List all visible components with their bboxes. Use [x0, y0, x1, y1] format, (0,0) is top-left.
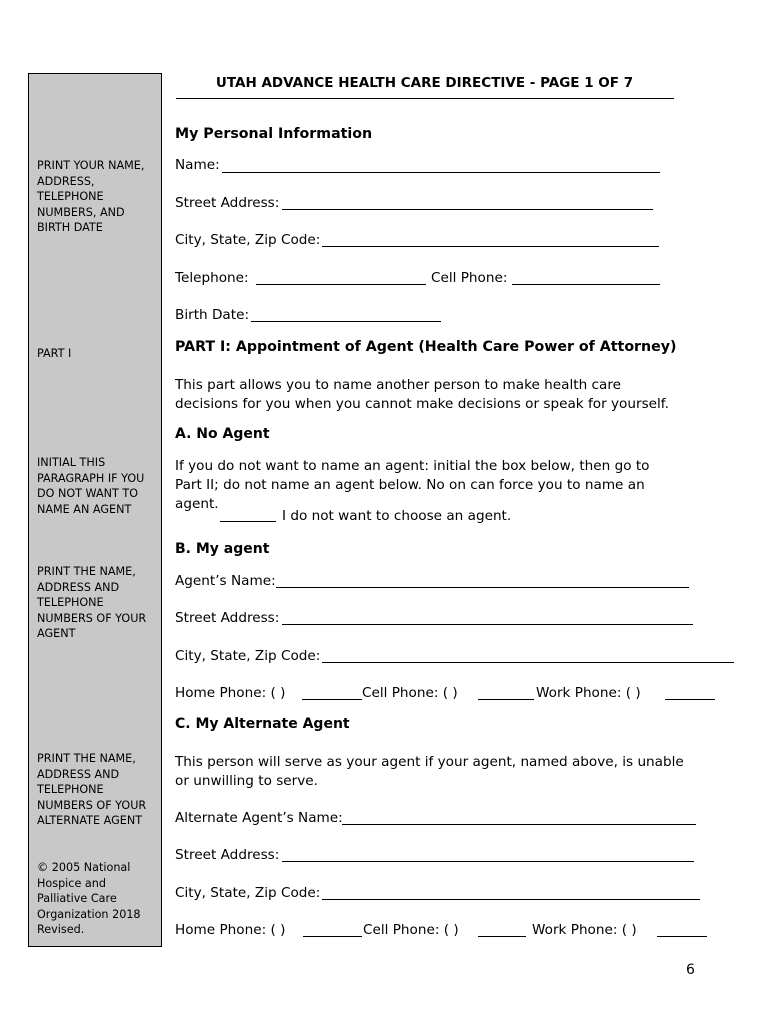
sidebar-note-initial: INITIAL THIS PARAGRAPH IF YOU DO NOT WANT TO NAME AN AGENT — [37, 456, 145, 516]
no-agent-initial-field[interactable] — [220, 521, 276, 522]
part1-intro: This part allows you to name another person to make health care decisions for you when you cannot make decisions or speak for yourself. — [175, 377, 669, 412]
birth-field[interactable] — [251, 321, 441, 322]
cell-field[interactable] — [512, 284, 660, 285]
alternate-cell-label: Cell Phone: ( ) — [363, 922, 459, 938]
name-label: Name: — [175, 157, 220, 173]
agent-street-field[interactable] — [282, 624, 693, 625]
alternate-work-field[interactable] — [657, 936, 707, 937]
page-title: UTAH ADVANCE HEALTH CARE DIRECTIVE - PAGE 1 OF 7 — [215, 75, 634, 91]
alternate-cell-field[interactable] — [478, 936, 526, 937]
sidebar-note-part: PART I — [37, 347, 72, 360]
name-field[interactable] — [222, 172, 660, 173]
alternate-work-label: Work Phone: ( ) — [532, 922, 637, 938]
agent-cell-label: Cell Phone: ( ) — [362, 685, 458, 701]
alternate-street-field[interactable] — [282, 861, 694, 862]
agent-cell-field[interactable] — [478, 699, 534, 700]
agent-city-label: City, State, Zip Code: — [175, 648, 321, 664]
alternate-name-label: Alternate Agent’s Name: — [175, 810, 343, 826]
alternate-city-label: City, State, Zip Code: — [175, 885, 321, 901]
agent-work-field[interactable] — [665, 699, 715, 700]
sidebar-note-alternate: PRINT THE NAME, ADDRESS AND TELEPHONE NUMBERS OF YOUR ALTERNATE AGENT — [37, 752, 147, 828]
alternate-city-field[interactable] — [322, 899, 700, 900]
alternate-intro: This person will serve as your agent if your agent, named above, is unable or unwilling to serve. — [175, 754, 684, 789]
no-agent-heading: A. No Agent — [175, 426, 270, 442]
street-label: Street Address: — [175, 195, 280, 211]
agent-name-field[interactable] — [276, 587, 689, 588]
sidebar-copyright: © 2005 National Hospice and Palliative Care Organization 2018 Revised. — [37, 861, 141, 937]
agent-home-field[interactable] — [302, 699, 362, 700]
agent-street-label: Street Address: — [175, 610, 280, 626]
agent-heading: B. My agent — [175, 541, 270, 557]
personal-heading: My Personal Information — [175, 126, 373, 142]
alternate-home-field[interactable] — [303, 936, 362, 937]
agent-city-field[interactable] — [322, 662, 734, 663]
sidebar-note-agent: PRINT THE NAME, ADDRESS AND TELEPHONE NUMBERS OF YOUR AGENT — [37, 565, 147, 641]
city-field[interactable] — [322, 246, 659, 247]
street-field[interactable] — [282, 209, 653, 210]
agent-name-label: Agent’s Name: — [175, 573, 276, 589]
alternate-heading: C. My Alternate Agent — [175, 716, 350, 732]
cell-label: Cell Phone: — [431, 270, 508, 286]
telephone-label: Telephone: — [175, 270, 249, 286]
city-label: City, State, Zip Code: — [175, 232, 321, 248]
alternate-name-field[interactable] — [342, 824, 696, 825]
sidebar-note-personal: PRINT YOUR NAME, ADDRESS, TELEPHONE NUMBERS, AND BIRTH DATE — [37, 159, 145, 235]
birth-label: Birth Date: — [175, 307, 250, 323]
alternate-street-label: Street Address: — [175, 847, 280, 863]
page-number: 6 — [686, 962, 695, 978]
agent-home-label: Home Phone: ( ) — [175, 685, 286, 701]
telephone-field[interactable] — [256, 284, 426, 285]
no-agent-checkbox-label: I do not want to choose an agent. — [282, 508, 512, 524]
agent-work-label: Work Phone: ( ) — [536, 685, 641, 701]
part1-heading: PART I: Appointment of Agent (Health Care Power of Attorney) — [175, 339, 677, 355]
title-divider — [176, 98, 674, 99]
no-agent-text: If you do not want to name an agent: initial the box below, then go to Part II; do not name an agent below. No on can force you to name an agent. — [175, 458, 650, 512]
alternate-home-label: Home Phone: ( ) — [175, 922, 286, 938]
